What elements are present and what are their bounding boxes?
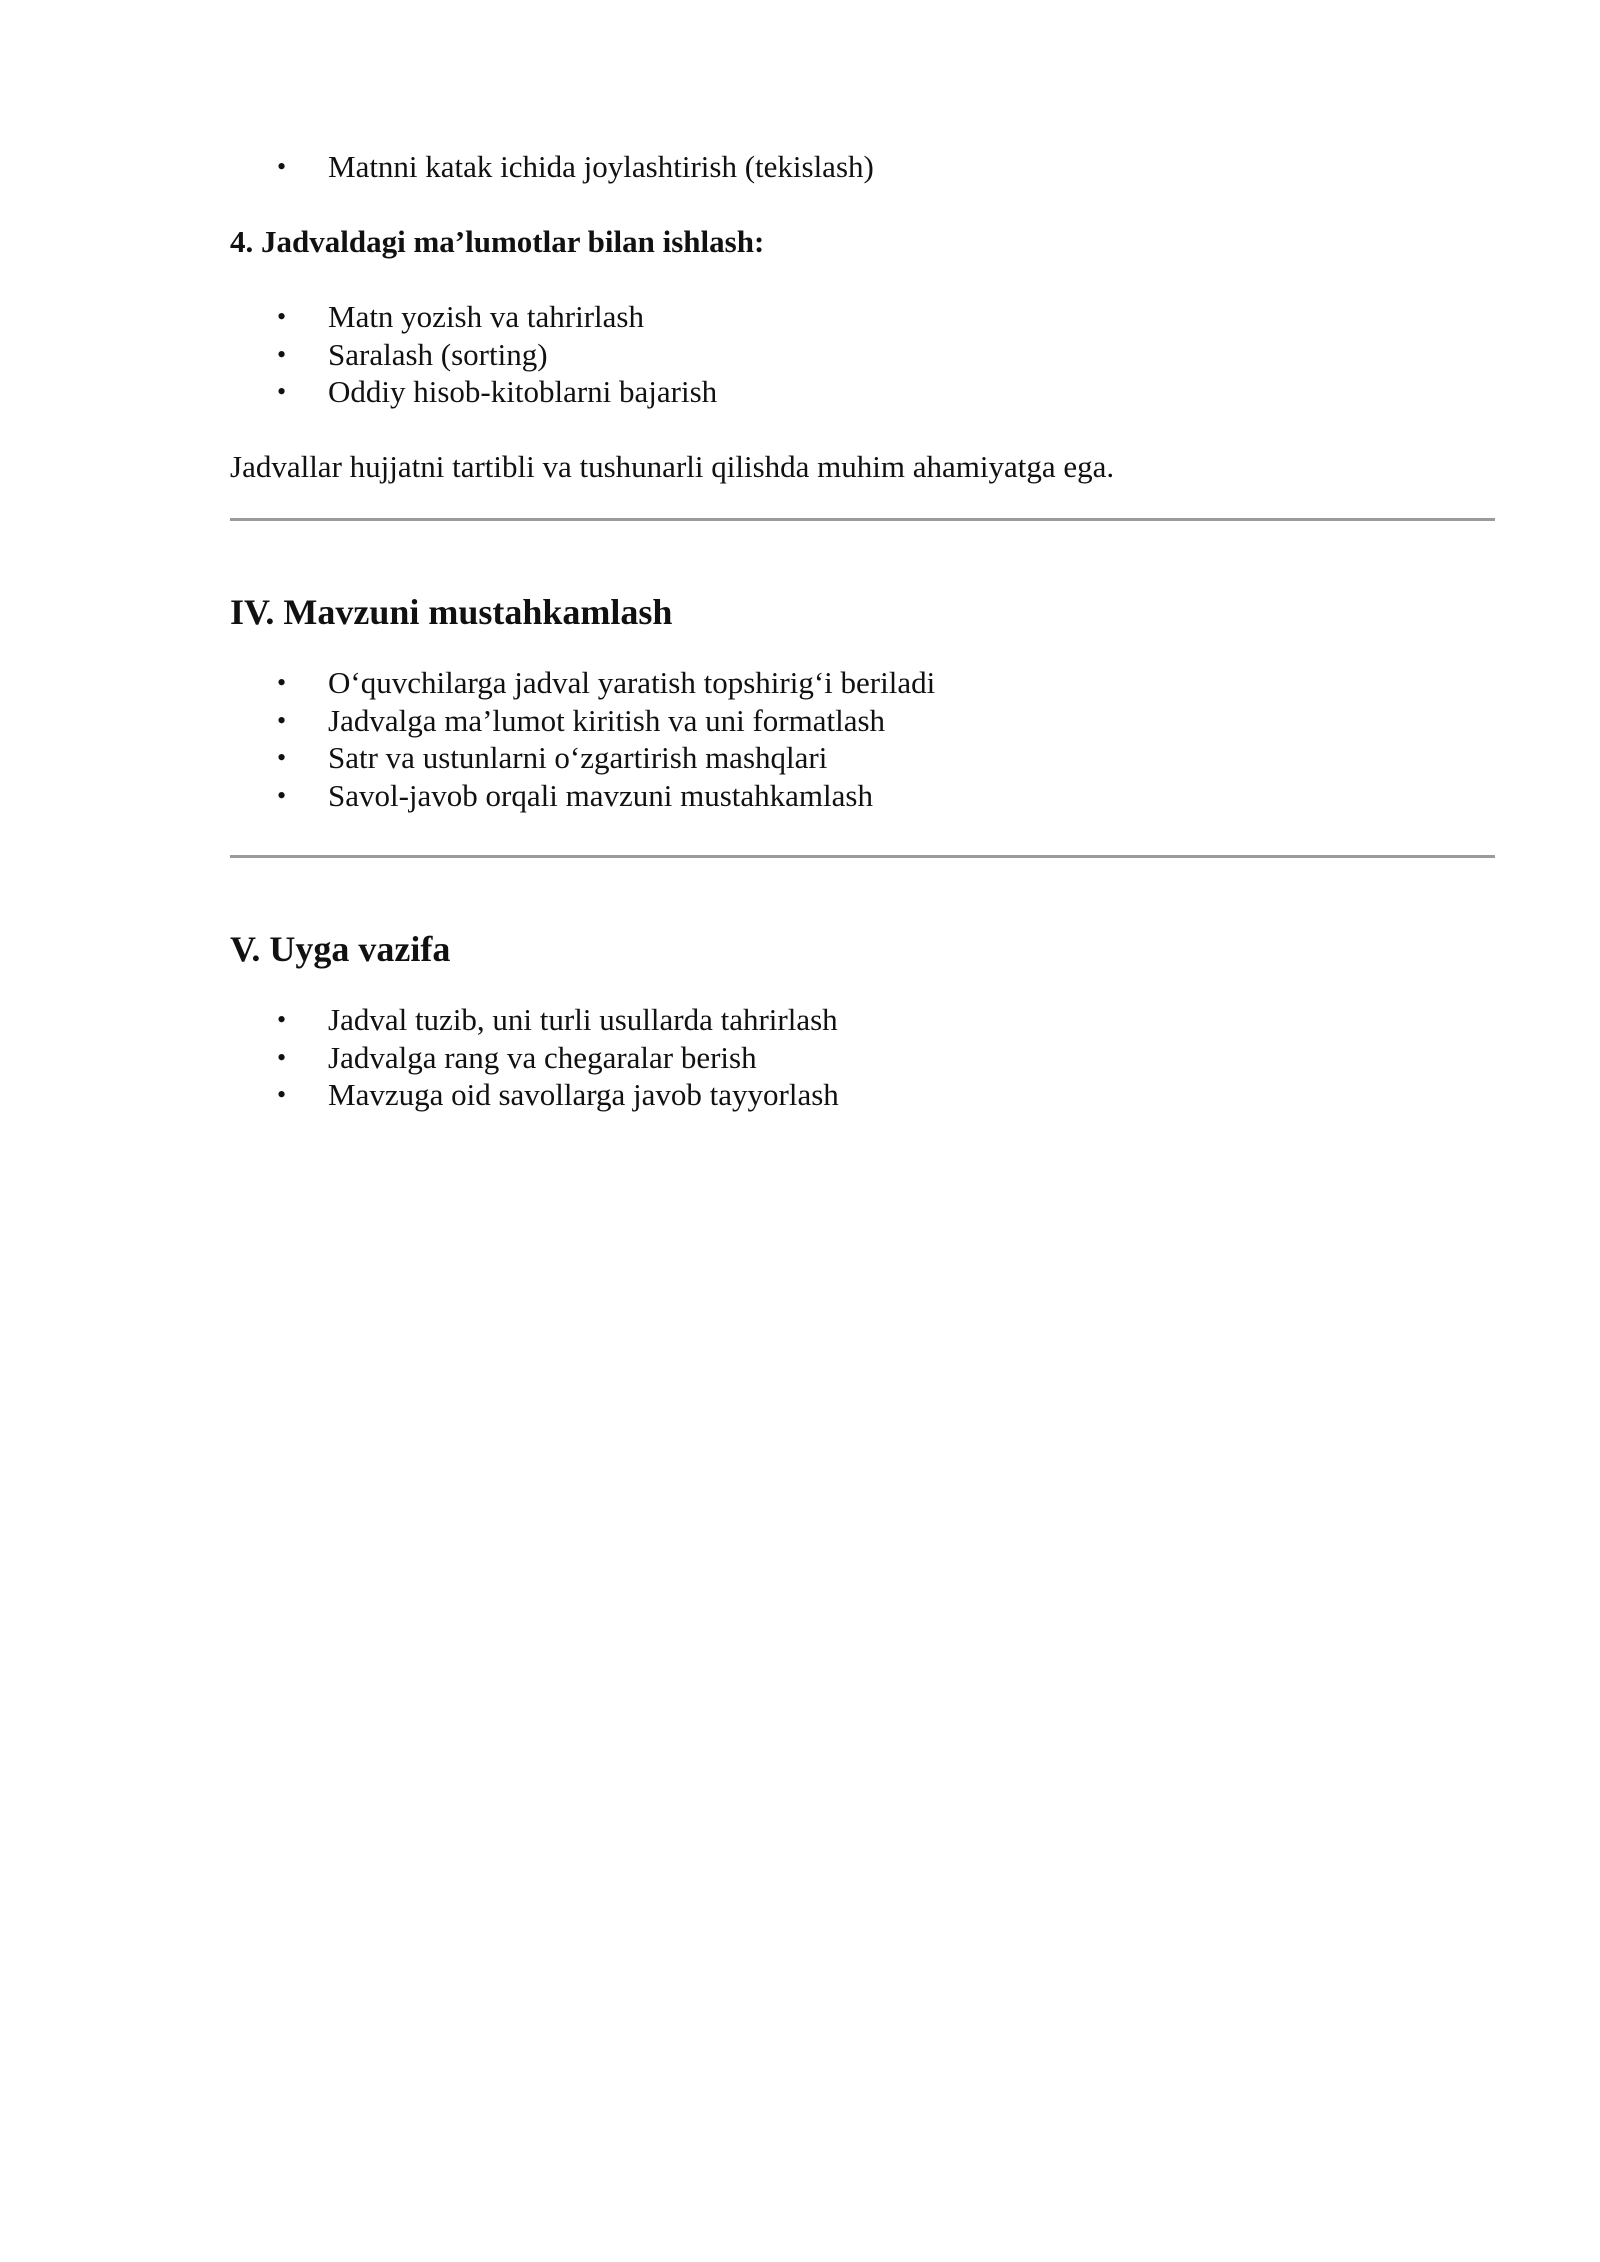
list-item — [230, 336, 1495, 374]
list-item — [230, 1076, 1495, 1114]
bullet-icon: • — [277, 339, 287, 369]
horizontal-divider — [230, 855, 1495, 858]
list-item — [230, 1001, 1495, 1039]
bullet-icon: • — [277, 1005, 287, 1034]
bullet-icon: • — [277, 377, 287, 406]
list-item-text: Matnni katak ichida joylashtirish (tekislash) — [328, 149, 874, 184]
list-item-text: Jadval tuzib, uni turli usullarda tahrirlash — [328, 1002, 838, 1037]
list-item — [230, 1039, 1495, 1077]
document-content — [230, 148, 1495, 1114]
list-item-text: O‘quvchilarga jadval yaratish topshirig‘i beriladi — [328, 665, 936, 700]
horizontal-divider — [230, 518, 1495, 521]
bullet-icon: • — [277, 1080, 287, 1109]
list-item-text: Mavzuga oid savollarga javob tayyorlash — [328, 1077, 839, 1112]
list-item-text: Matn yozish va tahrirlash — [328, 299, 644, 334]
list-item-text: Jadvalga rang va chegaralar berish — [328, 1039, 757, 1075]
list-item-text: Jadvalga ma’lumot kiritish va uni formatlash — [328, 702, 886, 738]
bullet-icon: • — [277, 1042, 287, 1072]
list-item — [230, 298, 1495, 336]
list-item-text: Savol-javob orqali mavzuni mustahkamlash — [328, 777, 873, 813]
subsection-heading: 4. Jadvaldagi ma’lumotlar bilan ishlash: — [230, 223, 765, 259]
bullet-list-homework — [230, 1001, 1495, 1114]
bullet-icon: • — [277, 302, 287, 331]
bullet-list-data-work — [230, 298, 1495, 411]
list-item — [230, 664, 1495, 702]
list-item-text: Satr va ustunlarni o‘zgartirish mashqlari — [328, 740, 828, 775]
section-heading-v: V. Uyga vazifa — [230, 929, 451, 969]
bullet-icon: • — [277, 705, 287, 735]
bullet-icon: • — [277, 668, 287, 697]
list-item — [230, 373, 1495, 411]
summary-paragraph: Jadvallar hujjatni tartibli va tushunarli qilishda muhim ahamiyatga ega. — [230, 448, 1115, 484]
list-item-text: Oddiy hisob-kitoblarni bajarish — [328, 374, 718, 409]
section-heading-iv: IV. Mavzuni mustahkamlash — [230, 592, 673, 632]
bullet-icon: • — [277, 780, 287, 810]
bullet-list-alignment — [230, 148, 1495, 186]
list-item — [230, 777, 1495, 815]
bullet-icon: • — [277, 743, 287, 772]
list-item-text: Saralash (sorting) — [328, 336, 548, 372]
bullet-list-reinforcement — [230, 664, 1495, 814]
list-item — [230, 702, 1495, 740]
list-item — [230, 739, 1495, 777]
list-item — [230, 148, 1495, 186]
bullet-icon: • — [277, 152, 287, 181]
